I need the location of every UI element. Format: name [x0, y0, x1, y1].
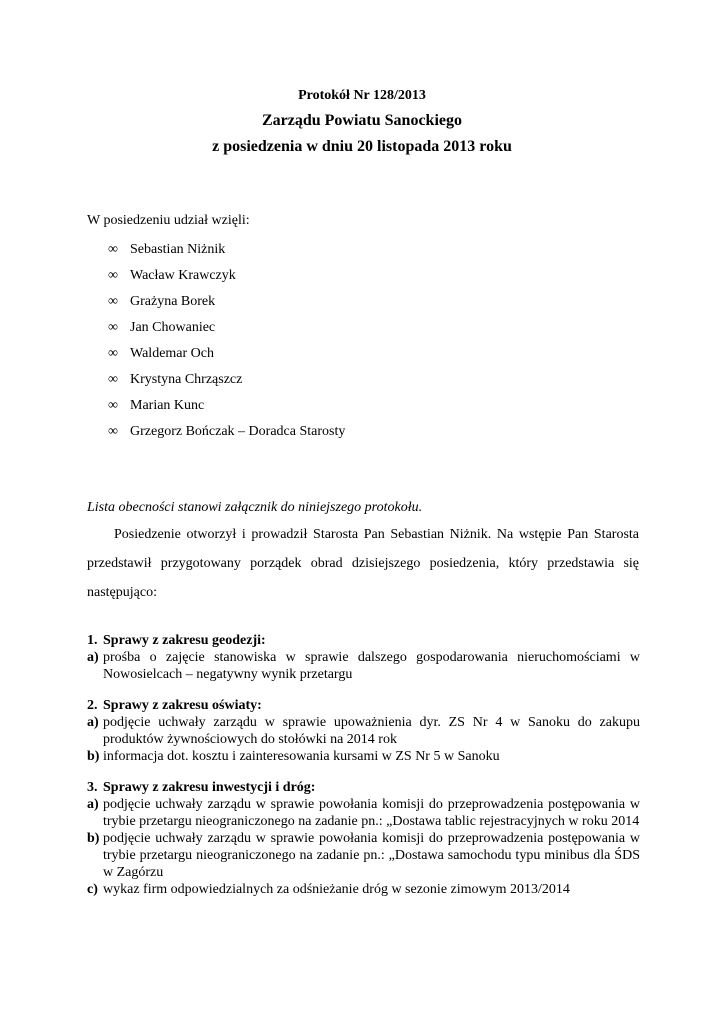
attendee-name: Waldemar Och [130, 346, 214, 361]
attendee-item [108, 318, 345, 344]
attendee-item [108, 396, 345, 422]
attendee-name: Wacław Krawczyk [130, 268, 236, 283]
item-letter: a) [87, 650, 99, 665]
section-title-text: Sprawy z zakresu geodezji: [103, 633, 266, 648]
agenda-item [87, 796, 640, 830]
agenda-item [87, 714, 640, 748]
infinity-bullet-icon: ∞ [108, 372, 118, 387]
board-name: Zarządu Powiatu Sanockiego [261, 112, 462, 129]
infinity-bullet-icon: ∞ [108, 268, 118, 283]
agenda-section [87, 632, 640, 683]
opening-paragraph: Posiedzenie otworzył i prowadził Starosta Pan Sebastian Niżnik. Na wstępie Pan Starosta przedstawił przygotowany porządek obrad dzisiejszego posiedzenia, który przedstawia się następująco: [87, 527, 639, 600]
section-title-text: Sprawy z zakresu oświaty: [103, 698, 262, 713]
item-text: podjęcie uchwały zarządu w sprawie upoważnienia dyr. ZS Nr 4 w Sanoku do zakupu produktów żywnościowych do stołówki na 2014 rok [103, 715, 640, 747]
agenda-section-title [87, 697, 640, 714]
item-letter: b) [87, 749, 100, 764]
section-number: 1. [87, 633, 98, 648]
agenda-item [87, 748, 640, 765]
attendee-name: Marian Kunc [130, 398, 205, 413]
attendee-item [108, 292, 345, 318]
meeting-date: z posiedzenia w dniu 20 listopada 2013 roku [212, 138, 512, 155]
agenda-section-title [87, 779, 640, 796]
agenda-section [87, 779, 640, 898]
item-text: wykaz firm odpowiedzialnych za odśnieżanie dróg w sezonie zimowym 2013/2014 [103, 882, 570, 897]
attendee-name: Jan Chowaniec [130, 320, 216, 335]
attendee-item [108, 240, 345, 266]
infinity-bullet-icon: ∞ [108, 320, 118, 335]
item-letter: c) [87, 882, 98, 897]
agenda [87, 632, 640, 912]
item-letter: b) [87, 831, 100, 846]
attendee-list [108, 240, 345, 448]
attendee-item [108, 344, 345, 370]
attendee-item [108, 422, 345, 448]
item-letter: a) [87, 715, 99, 730]
infinity-bullet-icon: ∞ [108, 398, 118, 413]
attendee-name: Sebastian Niżnik [130, 242, 226, 257]
attendance-intro: W posiedzeniu udział wzięli: [87, 213, 250, 228]
item-text: podjęcie uchwały zarządu w sprawie powołania komisji do przeprowadzenia postępowania w trybie przetargu nieograniczonego na zadanie pn.: „Dostawa samochodu typu minibus dla ŚDS w Zagórzu [103, 831, 640, 880]
agenda-item [87, 830, 640, 881]
infinity-bullet-icon: ∞ [108, 346, 118, 361]
section-number: 2. [87, 698, 98, 713]
section-number: 3. [87, 780, 98, 795]
attendance-note: Lista obecności stanowi załącznik do niniejszego protokołu. [87, 500, 423, 515]
agenda-section [87, 697, 640, 765]
attendee-name: Krystyna Chrząszcz [130, 372, 243, 387]
item-letter: a) [87, 797, 99, 812]
infinity-bullet-icon: ∞ [108, 242, 118, 257]
agenda-item [87, 881, 640, 898]
attendee-item [108, 266, 345, 292]
item-text: informacja dot. kosztu i zainteresowania kursami w ZS Nr 5 w Sanoku [103, 749, 500, 764]
infinity-bullet-icon: ∞ [108, 424, 118, 439]
protocol-number: Protokół Nr 128/2013 [298, 88, 426, 103]
item-text: prośba o zajęcie stanowiska w sprawie dalszego gospodarowania nieruchomościami w Nowosielcach – negatywny wynik przetargu [103, 650, 640, 682]
attendee-name: Grzegorz Bończak – Doradca Starosty [130, 424, 346, 439]
item-text: podjęcie uchwały zarządu w sprawie powołania komisji do przeprowadzenia postępowania w trybie przetargu nieograniczonego na zadanie pn.: „Dostawa tablic rejestracyjnych w roku 2014 [103, 797, 640, 829]
agenda-item [87, 649, 640, 683]
attendee-name: Grażyna Borek [130, 294, 216, 309]
attendee-item [108, 370, 345, 396]
section-title-text: Sprawy z zakresu inwestycji i dróg: [103, 780, 316, 795]
infinity-bullet-icon: ∞ [108, 294, 118, 309]
agenda-section-title [87, 632, 640, 649]
